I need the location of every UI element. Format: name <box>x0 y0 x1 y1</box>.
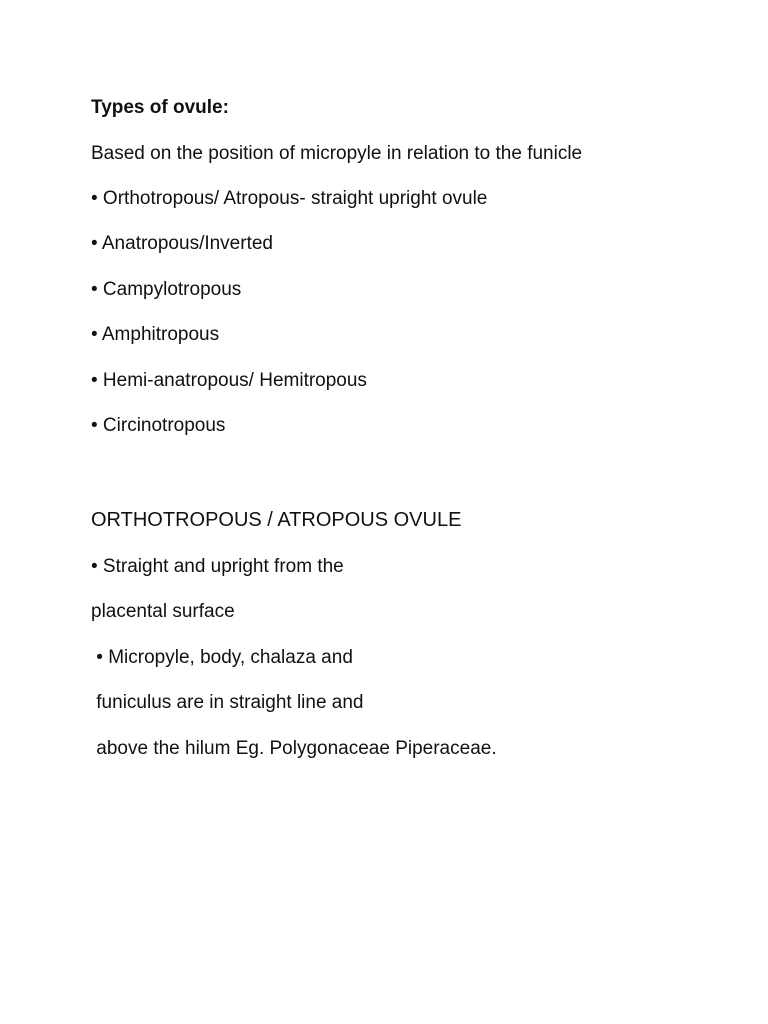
paragraph-line-4: funiculus are in straight line and <box>91 692 364 713</box>
bullet-item-amphitropous: • Amphitropous <box>91 324 220 345</box>
paragraph-line-1: • Straight and upright from the <box>91 556 344 577</box>
intro-text: Based on the position of micropyle in relation to the funicle <box>91 143 583 164</box>
bullet-item-circinotropous: • Circinotropous <box>91 415 226 436</box>
bullet-item-hemianatropous: • Hemi-anatropous/ Hemitropous <box>91 370 367 391</box>
section-heading-types-of-ovule: Types of ovule: <box>91 97 229 118</box>
bullet-item-anatropous: • Anatropous/Inverted <box>91 233 273 254</box>
paragraph-line-3: • Micropyle, body, chalaza and <box>91 647 353 668</box>
paragraph-line-2: placental surface <box>91 601 235 622</box>
section-heading-orthotropous: ORTHOTROPOUS / ATROPOUS OVULE <box>91 509 462 531</box>
bullet-item-campylotropous: • Campylotropous <box>91 279 242 300</box>
bullet-item-orthotropous: • Orthotropous/ Atropous- straight upright ovule <box>91 188 488 209</box>
paragraph-line-5: above the hilum Eg. Polygonaceae Piperaceae. <box>91 738 497 759</box>
